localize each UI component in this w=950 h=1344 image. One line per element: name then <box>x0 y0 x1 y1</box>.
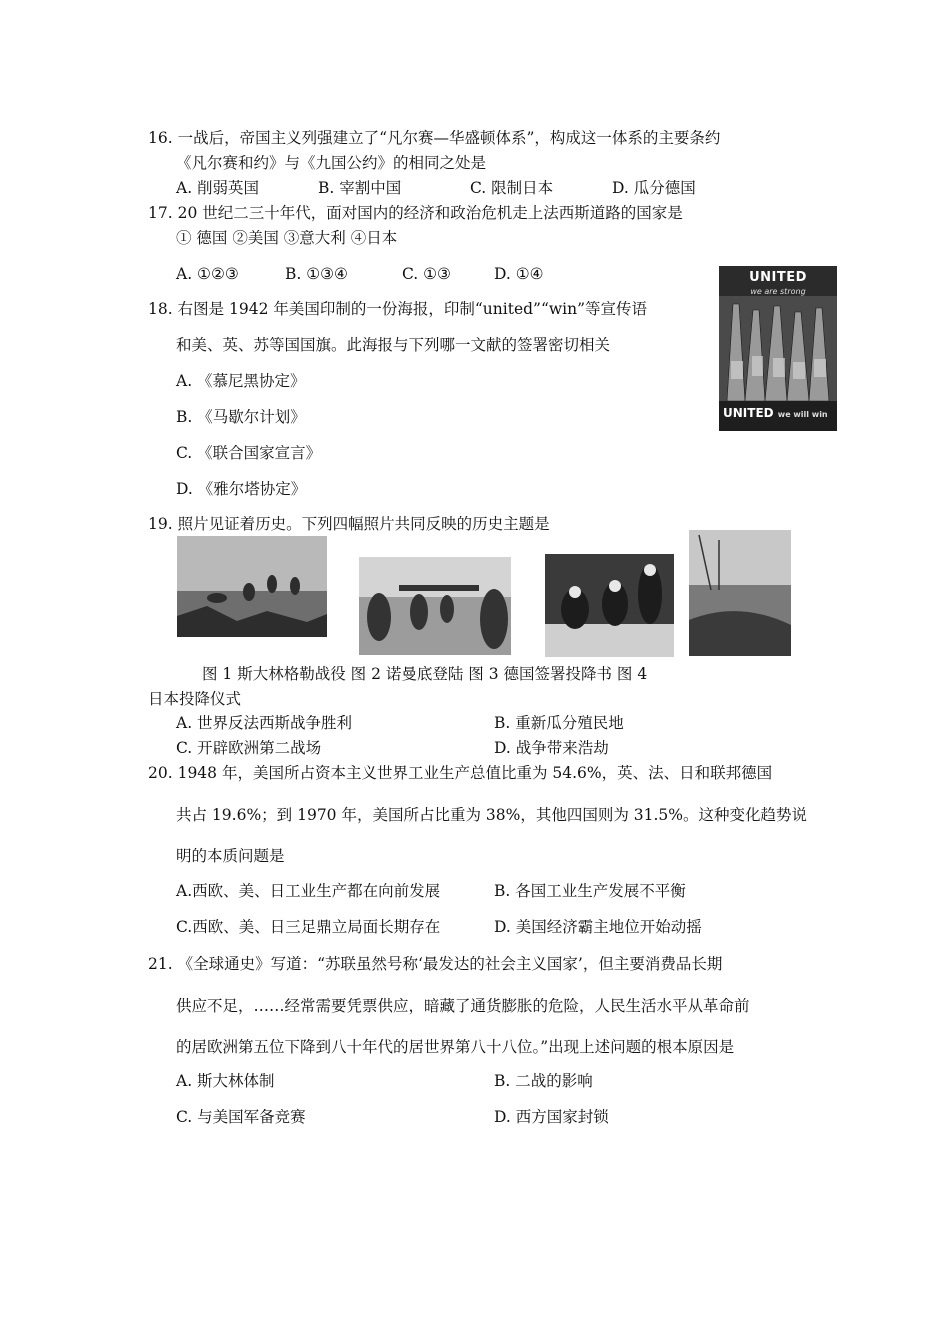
q17-stem-line1: 17. 20 世纪二三十年代，面对国内的经济和政治危机走上法西斯道路的国家是 <box>148 204 683 222</box>
q16-stem-line1: 16. 一战后，帝国主义列强建立了“凡尔赛—华盛顿体系”，构成这一体系的主要条约 <box>148 129 721 147</box>
q21-stem-line2: 供应不足，……经常需要凭票供应，暗藏了通货膨胀的危险，人民生活水平从革命前 <box>176 997 750 1015</box>
q18-stem-line1: 18. 右图是 1942 年美国印制的一份海报，印制“united”“win”等宣传语 <box>148 300 648 318</box>
photo-japan-surrender <box>689 530 791 656</box>
q20-option-a: A.西欧、美、日工业生产都在向前发展 <box>176 882 441 900</box>
q21-option-c: C. 与美国军备竞赛 <box>176 1108 306 1126</box>
q16-option-b: B. 宰割中国 <box>318 179 402 197</box>
photo-stalingrad <box>177 536 327 637</box>
q17-stem-line2: ① 德国 ②美国 ③意大利 ④日本 <box>176 229 398 247</box>
photo-normandy <box>359 557 511 655</box>
q21-stem-line3: 的居欧洲第五位下降到八十年代的居世界第八十八位。”出现上述问题的根本原因是 <box>176 1038 735 1056</box>
q20-stem-line2: 共占 19.6%；到 1970 年，美国所占比重为 38%，其他四国则为 31.5%。这种变化趋势说 <box>176 806 808 824</box>
q19-captions-line2: 日本投降仪式 <box>148 690 242 708</box>
q21-option-b: B. 二战的影响 <box>494 1072 593 1090</box>
q20-option-c: C.西欧、美、日三足鼎立局面长期存在 <box>176 918 441 936</box>
q17-option-b: B. ①③④ <box>285 265 348 283</box>
q18-option-d: D. 《雅尔塔协定》 <box>176 480 307 498</box>
q17-option-a: A. ①②③ <box>176 265 239 283</box>
q18-option-a: A. 《慕尼黑协定》 <box>176 372 306 390</box>
q18-option-b: B. 《马歇尔计划》 <box>176 408 306 426</box>
united-poster-image <box>719 266 837 431</box>
photo-germany-surrender <box>545 554 674 657</box>
q18-stem-line2: 和美、英、苏等国国旗。此海报与下列哪一文献的签署密切相关 <box>176 336 611 354</box>
q16-option-d: D. 瓜分德国 <box>612 179 696 197</box>
q21-option-a: A. 斯大林体制 <box>176 1072 275 1090</box>
poster-subtitle-top: we are strong <box>750 287 806 296</box>
q21-option-d: D. 西方国家封锁 <box>494 1108 609 1126</box>
q16-option-a: A. 削弱英国 <box>176 179 260 197</box>
q17-option-d: D. ①④ <box>494 265 544 283</box>
q19-option-c: C. 开辟欧洲第二战场 <box>176 739 322 757</box>
q21-stem-line1: 21. 《全球通史》写道：“苏联虽然号称‘最发达的社会主义国家’，但主要消费品长期 <box>148 955 723 973</box>
q20-option-d: D. 美国经济霸主地位开始动摇 <box>494 918 702 936</box>
q16-option-c: C. 限制日本 <box>470 179 554 197</box>
q19-stem-line1: 19. 照片见证着历史。下列四幅照片共同反映的历史主题是 <box>148 515 550 533</box>
q20-stem-line1: 20. 1948 年，美国所占资本主义世界工业生产总值比重为 54.6%，英、法、日和联邦德国 <box>148 764 773 782</box>
q19-captions-line: 图 1 斯大林格勒战役 图 2 诺曼底登陆 图 3 德国签署投降书 图 4 <box>202 665 648 683</box>
q18-option-c: C. 《联合国家宣言》 <box>176 444 322 462</box>
q19-option-b: B. 重新瓜分殖民地 <box>494 714 624 732</box>
poster-bottom-word: UNITED <box>723 406 774 420</box>
poster-bottom-slogan: we will win <box>777 410 828 419</box>
q20-option-b: B. 各国工业生产发展不平衡 <box>494 882 686 900</box>
poster-title-bottom <box>723 406 828 420</box>
q19-option-d: D. 战争带来浩劫 <box>494 739 609 757</box>
q16-stem-line2: 《凡尔赛和约》与《九国公约》的相同之处是 <box>176 154 487 172</box>
poster-title-top: UNITED <box>749 270 807 285</box>
q17-option-c: C. ①③ <box>402 265 451 283</box>
q20-stem-line3: 明的本质问题是 <box>176 847 285 865</box>
q19-option-a: A. 世界反法西斯战争胜利 <box>176 714 353 732</box>
